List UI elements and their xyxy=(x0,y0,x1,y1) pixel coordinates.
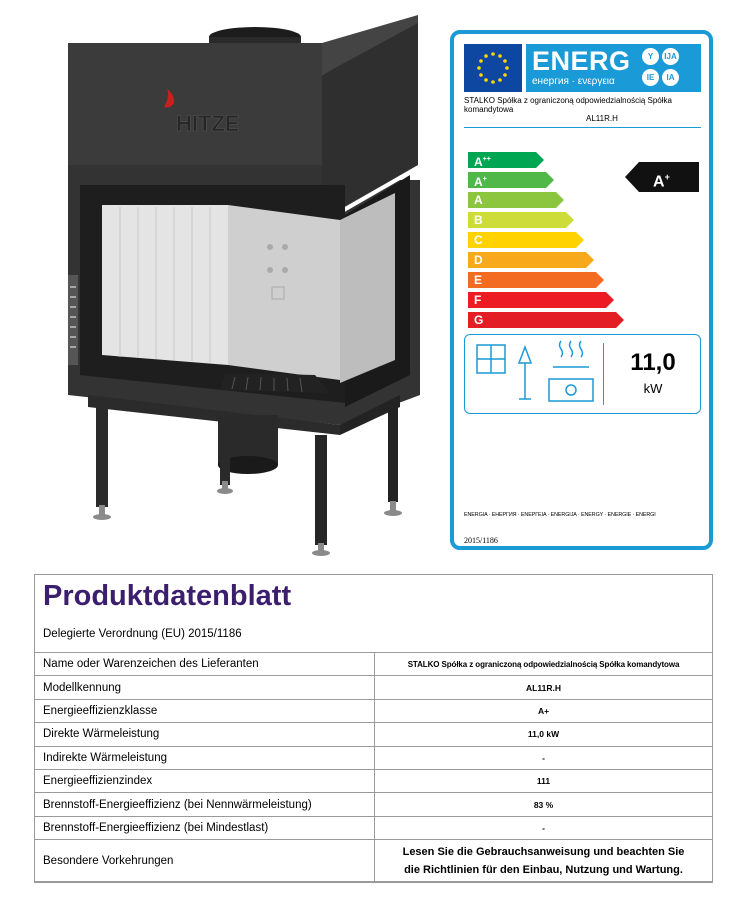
row-value: 83 % xyxy=(375,793,713,816)
room-heater-icon xyxy=(467,337,602,411)
scale-band: D xyxy=(468,252,586,268)
scale-band: A+ xyxy=(468,172,546,188)
row-key: Energieeffizienzindex xyxy=(35,769,375,792)
brand-text: HITZE xyxy=(176,111,240,136)
energ-word: ENERG xyxy=(532,46,631,76)
table-row xyxy=(35,653,713,676)
table-row xyxy=(35,676,713,699)
row-key: Energieeffizienzklasse xyxy=(35,699,375,722)
special-note-line: Lesen Sie die Gebrauchsanweisung und beachten Sie xyxy=(402,845,685,858)
row-value: AL11R.H xyxy=(375,676,713,699)
energia-languages: ENERGIA · ЕНЕРГИЯ · ΕΝΕΡΓΕΙΑ · ENERGIJA · ENERGY · ENERGIE · ENERGI xyxy=(464,512,656,518)
datasheet-subtitle: Delegierte Verordnung (EU) 2015/1186 xyxy=(43,628,242,640)
scale-band: C xyxy=(468,232,576,248)
row-key: Name oder Warenzeichen des Lieferanten xyxy=(35,653,375,676)
language-badge: Y xyxy=(642,48,659,65)
energy-label-header xyxy=(464,44,701,92)
label-divider xyxy=(464,127,701,128)
heat-output-value: 11,0 xyxy=(630,349,676,376)
datasheet-table xyxy=(34,652,713,882)
row-key: Indirekte Wärmeleistung xyxy=(35,746,375,769)
table-row xyxy=(35,840,713,882)
row-value: 111 xyxy=(375,769,713,792)
table-row xyxy=(35,723,713,746)
table-row xyxy=(35,816,713,839)
row-value: - xyxy=(375,746,713,769)
corner-fireplace-illustration-icon xyxy=(50,15,430,560)
heat-output-box xyxy=(464,334,701,414)
eu-flag-icon xyxy=(464,44,522,92)
row-value: 11,0 kW xyxy=(375,723,713,746)
product-datasheet xyxy=(34,574,713,883)
scale-band: B xyxy=(468,212,566,228)
row-value xyxy=(375,840,713,882)
energ-subtitle: енергия · ενεργεια xyxy=(532,76,615,87)
row-key: Direkte Wärmeleistung xyxy=(35,723,375,746)
row-key: Brennstoff-Energieeffizienz (bei Nennwärmeleistung) xyxy=(35,793,375,816)
row-key: Modellkennung xyxy=(35,676,375,699)
datasheet-title: Produktdatenblatt xyxy=(43,580,292,612)
table-row xyxy=(35,746,713,769)
table-row xyxy=(35,699,713,722)
row-value: - xyxy=(375,816,713,839)
scale-band: F xyxy=(468,292,606,308)
label-regulation: 2015/1186 xyxy=(464,536,498,545)
scale-band: E xyxy=(468,272,596,288)
row-key: Brennstoff-Energieeffizienz (bei Mindestlast) xyxy=(35,816,375,839)
label-supplier: STALKO Spółka z ograniczoną odpowiedzialnością Spółka komandytowa xyxy=(464,96,672,114)
table-row xyxy=(35,769,713,792)
energy-label xyxy=(450,30,713,550)
scale-band: G xyxy=(468,312,616,328)
row-key: Besondere Vorkehrungen xyxy=(35,840,375,882)
language-badge: IA xyxy=(662,69,679,86)
scale-band: A xyxy=(468,192,556,208)
energ-banner xyxy=(526,44,701,92)
language-badge: IJA xyxy=(662,48,679,65)
special-note-line: die Richtlinien für den Einbau, Nutzung und Wartung. xyxy=(404,863,683,876)
language-badge: IE xyxy=(642,69,659,86)
label-model: AL11R.H xyxy=(586,114,618,123)
fireplace-image xyxy=(50,15,430,560)
row-value: A+ xyxy=(375,699,713,722)
scale-band: A++ xyxy=(468,152,536,168)
rating-arrow: A+ xyxy=(639,162,699,192)
row-value: STALKO Spółka z ograniczoną odpowiedzialnością Spółka komandytowa xyxy=(375,653,713,676)
output-divider xyxy=(603,343,604,405)
table-row xyxy=(35,793,713,816)
heat-output-unit: kW xyxy=(643,381,663,396)
